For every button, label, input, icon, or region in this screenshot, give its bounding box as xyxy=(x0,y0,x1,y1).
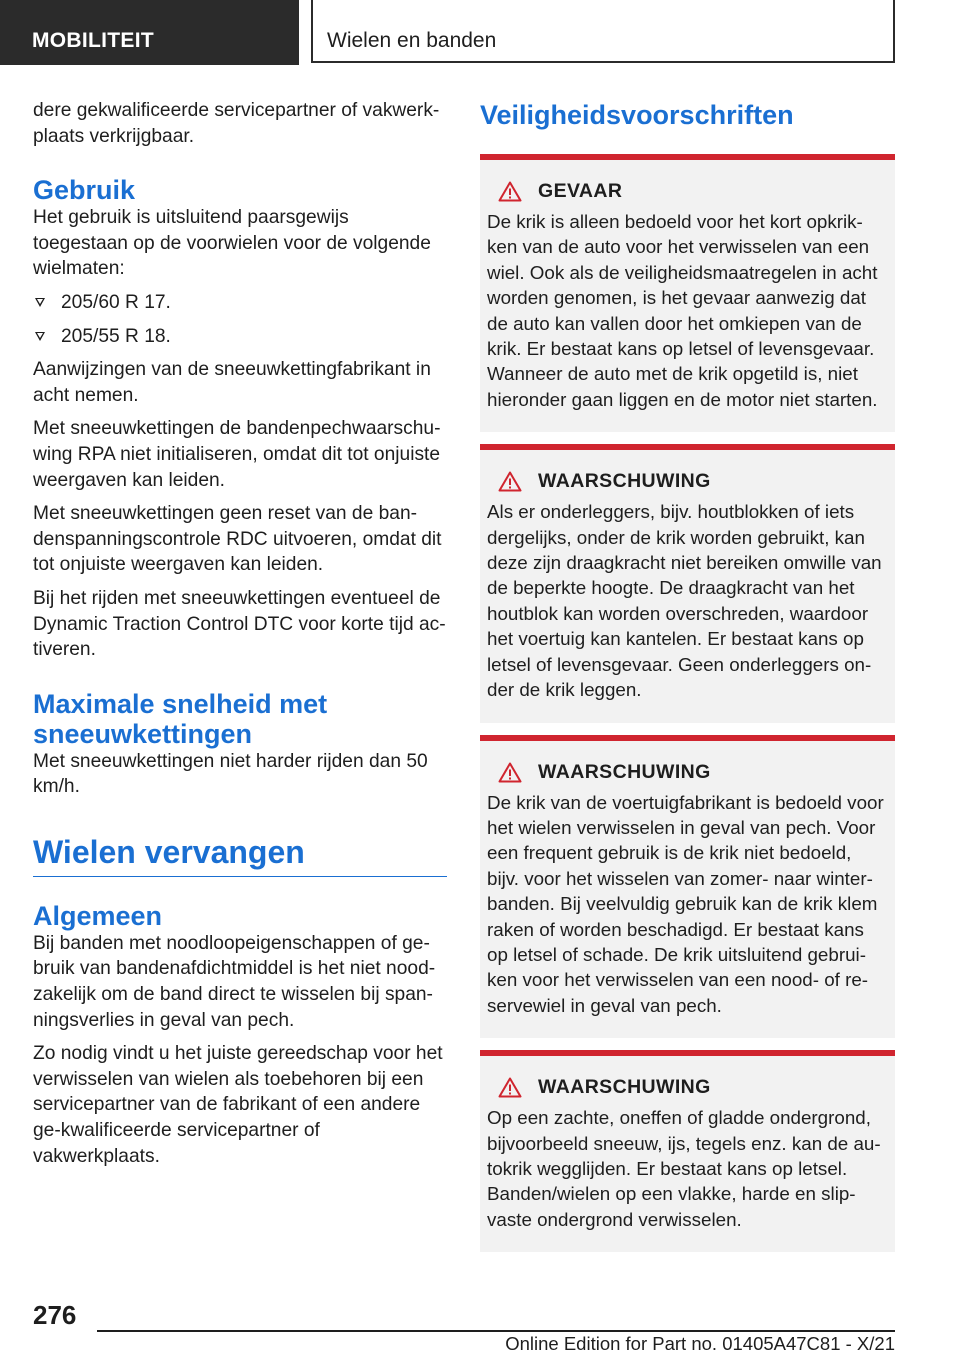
gebruik-paragraph-1: Aanwijzingen van de sneeuwkettingfabrikant in acht nemen. xyxy=(33,359,431,406)
footer-edition-text: Online Edition for Part no. 01405A47C81 - X/21 xyxy=(505,1333,895,1354)
header-chapter-title: Wielen en banden xyxy=(311,0,895,63)
list-item xyxy=(33,290,447,316)
footer-divider xyxy=(97,1330,895,1332)
heading-veiligheidsvoorschriften: Veiligheidsvoorschriften xyxy=(480,100,794,130)
gebruik-paragraph-4: Bij het rijden met sneeuwkettingen eventueel de Dynamic Traction Control DTC voor korte tijd ac-tiveren. xyxy=(33,587,446,661)
right-column xyxy=(480,100,895,1264)
gebruik-text: Het gebruik is uitsluitend paarsgewijs toegestaan op de voorwielen voor de volgende wielmaten: xyxy=(33,207,431,280)
warning-box-gevaar xyxy=(480,154,895,432)
warning-triangle-icon xyxy=(498,471,522,492)
warning-box-frequent-gebruik xyxy=(480,735,895,1039)
algemeen-paragraph-1: Bij banden met noodloopeigenschappen of ge-bruik van bandenafdichtmiddel is het niet nood-zakelijk om de band direct te wisselen bij span-ningsverlies in geval van pech. xyxy=(33,932,436,1031)
header-section-tab: MOBILITEIT xyxy=(0,0,299,65)
warning-title: WAARSCHUWING xyxy=(538,760,711,783)
warning-text: De krik van de voertuigfabrikant is bedoeld voor het wielen verwisselen in geval van pech. Voor een frequent gebruik is de krik niet bedoeld, bijv. voor het wisselen van zomer- naar winter-banden. Bij veelvuldig gebruik kan de krik klem raken of worden beschadigd. Er bestaat kans op letsel of schade. De krik uitsluitend gebrui-ken voor het verwisselen van een nood- of re-servewiel in geval van pech. xyxy=(487,791,884,1016)
max-snelheid-text: Met sneeuwkettingen niet harder rijden dan 50 km/h. xyxy=(33,750,428,798)
warning-triangle-icon xyxy=(498,762,522,783)
heading-gebruik: Gebruik xyxy=(33,175,136,206)
list-item xyxy=(33,324,447,350)
intro-paragraph: dere gekwalificeerde servicepartner of vakwerk-plaats verkrijgbaar. xyxy=(33,100,440,147)
warning-box-onderleggers xyxy=(480,444,895,722)
list-item-text: 205/60 R 17. xyxy=(61,291,171,313)
warning-text: De krik is alleen bedoeld voor het kort opkrik-ken van de auto voor het verwisselen van een wiel. Ook als de veiligheidsmaatregelen in acht worden genomen, is het gevaar aanwezig dat de auto kan vallen door het omkiepen van de krik. Er bestaat kans op letsel of levensgevaar. Wanneer de auto met de krik opgetild is, niet hieronder gaan liggen en de motor niet starten. xyxy=(487,211,878,410)
warning-title: GEVAAR xyxy=(538,180,623,202)
left-column xyxy=(33,98,447,1169)
gebruik-paragraph-2: Met sneeuwkettingen de bandenpechwaarschu-wing RPA niet initialiseren, omdat dit tot onjuiste weergaven kan leiden. xyxy=(33,418,441,491)
warning-triangle-icon xyxy=(498,1077,522,1098)
warning-triangle-icon xyxy=(498,181,522,202)
heading-max-snelheid: Maximale snelheid met sneeuwkettingen xyxy=(33,688,328,749)
list-item-text: 205/55 R 18. xyxy=(61,325,171,347)
triangle-bullet-icon xyxy=(35,298,45,307)
triangle-bullet-icon xyxy=(35,332,45,341)
warning-text: Op een zachte, oneffen of gladde ondergrond, bijvoorbeeld sneeuw, ijs, tegels enz. kan de au-tokrik wegglijden. Er bestaat kans op letsel. Banden/wielen op een vlakke, harde en slip-vaste ondergrond verwisselen. xyxy=(487,1107,881,1230)
warning-title: WAARSCHUWING xyxy=(538,1076,711,1099)
heading-wielen-vervangen: Wielen vervangen xyxy=(33,834,447,877)
wheel-size-list xyxy=(33,290,447,349)
algemeen-paragraph-2: Zo nodig vindt u het juiste gereedschap voor het verwisselen van wielen als toebehoren bij een servicepartner van de fabrikant of een andere ge-kwalificeerde servicepartner of vakwerkplaats. xyxy=(33,1043,443,1167)
gebruik-paragraph-3: Met sneeuwkettingen geen reset van de ban-denspanningscontrole RDC uitvoeren, omdat dit tot onjuiste weergaven kan leiden. xyxy=(33,503,442,576)
warning-title: WAARSCHUWING xyxy=(538,470,711,493)
page-number: 276 xyxy=(33,1300,77,1330)
warning-text: Als er onderleggers, bijv. houtblokken of iets dergelijks, onder de krik worden gebruikt, kan deze zijn draagkracht niet bereiken omwille van de beperkte hoogte. De draagkracht van het houtblok kan worden overschreden, waardoor het voertuig kan kantelen. Er bestaat kans op letsel of levensgevaar. Geen onderleggers on-der de krik leggen. xyxy=(487,501,882,701)
warning-box-ondergrond xyxy=(480,1050,895,1252)
heading-algemeen: Algemeen xyxy=(33,900,163,931)
